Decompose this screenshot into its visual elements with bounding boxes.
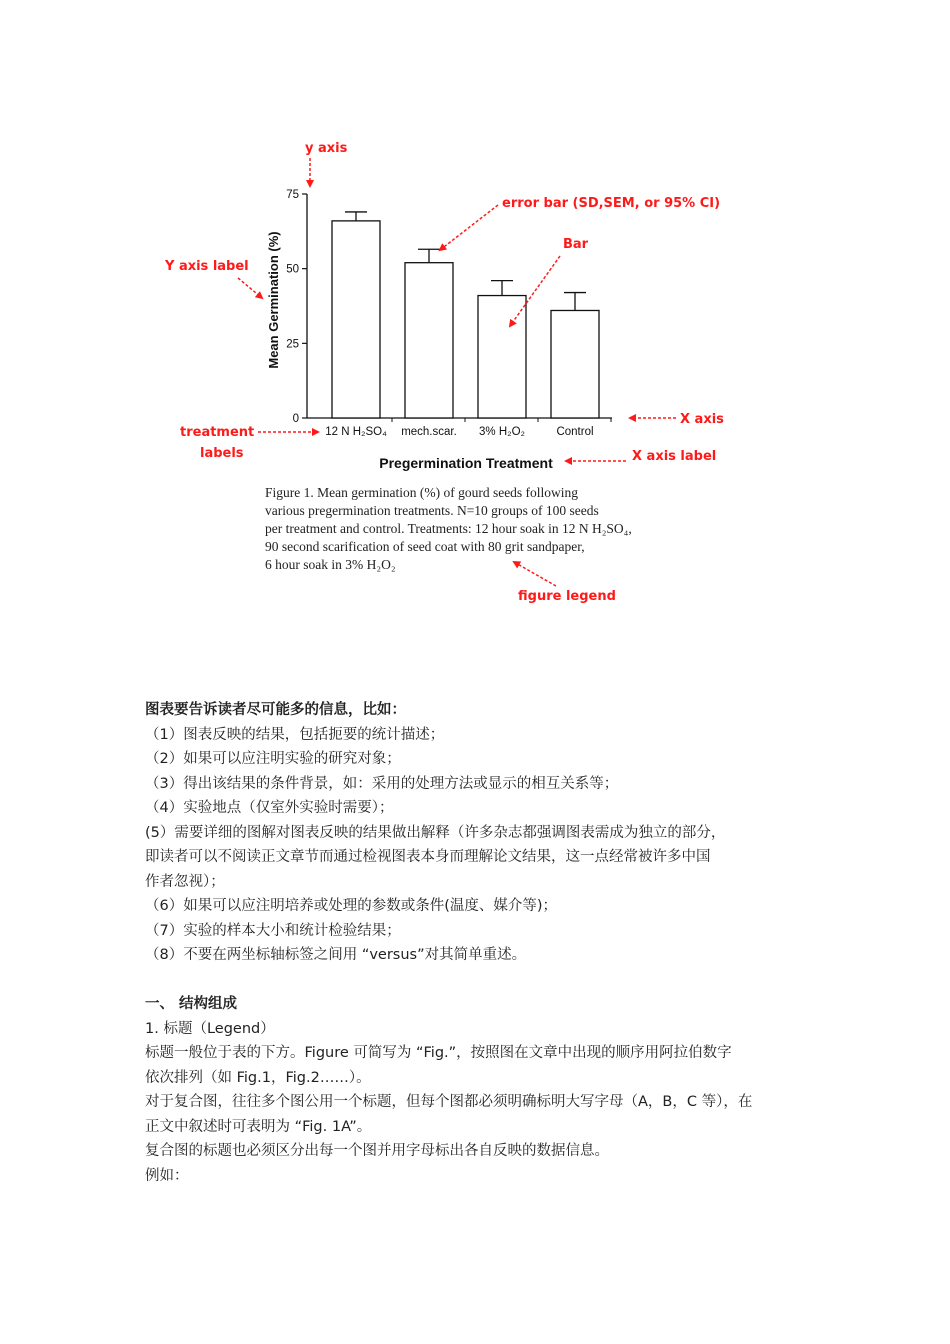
annotation-y-axis-label: Y axis label (165, 259, 249, 274)
figure-caption (265, 485, 632, 572)
y-tick-label: 0 (292, 413, 299, 425)
annotation-bar: Bar (563, 237, 589, 252)
bar-chart (286, 189, 612, 438)
annotation-treatment-labels-1: treatment (180, 425, 255, 440)
caption-line: per treatment and control. Treatments: 12 hour soak in 12 N H₂SO₄, (265, 521, 632, 536)
list-item: （1）图表反映的结果，包括扼要的统计描述； (145, 726, 445, 743)
list-item: 即读者可以不阅读正文章节而通过检视图表本身而理解论文结果，这一点经常被许多中国 (145, 849, 711, 865)
subsection-title: 1. 标题（Legend） (145, 1020, 275, 1037)
arrow-y-axis-label (238, 278, 262, 298)
x-tick-label: mech.scar. (401, 426, 457, 438)
list-item: （6）如果可以应注明培养或处理的参数或条件(温度、媒介等)； (145, 898, 558, 914)
list-item: （7）实验的样本大小和统计检验结果； (145, 922, 401, 939)
list-item: （4）实验地点（仅室外实验时需要）； (145, 800, 394, 816)
bar (405, 263, 453, 418)
annotation-figure-legend: figure legend (518, 589, 616, 604)
arrow-error-bar (440, 205, 498, 250)
bar (551, 310, 599, 418)
x-tick-label: 12 N H₂SO₄ (325, 426, 387, 438)
x-tick-label: Control (556, 426, 594, 438)
bar (332, 221, 380, 418)
x-tick-label: 3% H₂O₂ (479, 426, 525, 438)
annotation-y-axis: y axis (305, 141, 348, 156)
y-tick-label: 75 (286, 189, 299, 201)
paragraph-line: 例如： (145, 1167, 189, 1184)
y-axis-title: Mean Germination (%) (266, 231, 281, 369)
caption-line: 90 second scarification of seed coat with 80 grit sandpaper, (265, 539, 585, 554)
caption-line: 6 hour soak in 3% H₂O₂ (265, 557, 396, 572)
y-tick-label: 25 (286, 338, 299, 351)
section-title: 一、 结构组成 (145, 996, 238, 1012)
paragraph-line: 依次排列（如 Fig.1，Fig.2……）。 (145, 1069, 371, 1086)
caption-line: Figure 1. Mean germination (%) of gourd seeds following (265, 485, 579, 500)
annotation-error-bar: error bar (SD,SEM, or 95% CI) (502, 196, 721, 211)
arrow-figure-legend (514, 562, 556, 586)
caption-line: various pregermination treatments. N=10 groups of 100 seeds (265, 503, 599, 518)
list-item: （2）如果可以应注明实验的研究对象； (145, 751, 401, 767)
annotation-x-axis: X axis (680, 412, 724, 427)
paragraph-line: 正文中叙述时可表明为 “Fig. 1A”。 (145, 1118, 372, 1135)
paragraph-line: 标题一般位于表的下方。Figure 可简写为 “Fig.”，按照图在文章中出现的顺序用阿拉伯数字 (145, 1045, 732, 1061)
annotated-figure (0, 0, 950, 640)
list-item: 作者忽视）； (145, 873, 225, 890)
x-axis-title: Pregermination Treatment (379, 455, 553, 471)
list-item: （3）得出该结果的条件背景，如：采用的处理方法或显示的相互关系等； (145, 775, 619, 792)
body-text (145, 698, 825, 1188)
y-tick-label: 50 (286, 263, 299, 276)
paragraph-line: 复合图的标题也必须区分出每一个图并用字母标出各自反映的数据信息。 (145, 1143, 609, 1159)
heading: 图表要告诉读者尽可能多的信息，比如： (145, 702, 406, 718)
list-item: （8）不要在两坐标轴标签之间用 “versus”对其简单重述。 (145, 947, 527, 963)
annotation-treatment-labels-2: labels (200, 446, 244, 461)
annotation-x-axis-label: X axis label (632, 449, 717, 464)
paragraph-line: 对于复合图，往往多个图公用一个标题，但每个图都必须明确标明大写字母（A，B，C 等），在 (145, 1094, 753, 1110)
list-item: (5）需要详细的图解对图表反映的结果做出解释（许多杂志都强调图表需成为独立的部分， (145, 824, 726, 841)
